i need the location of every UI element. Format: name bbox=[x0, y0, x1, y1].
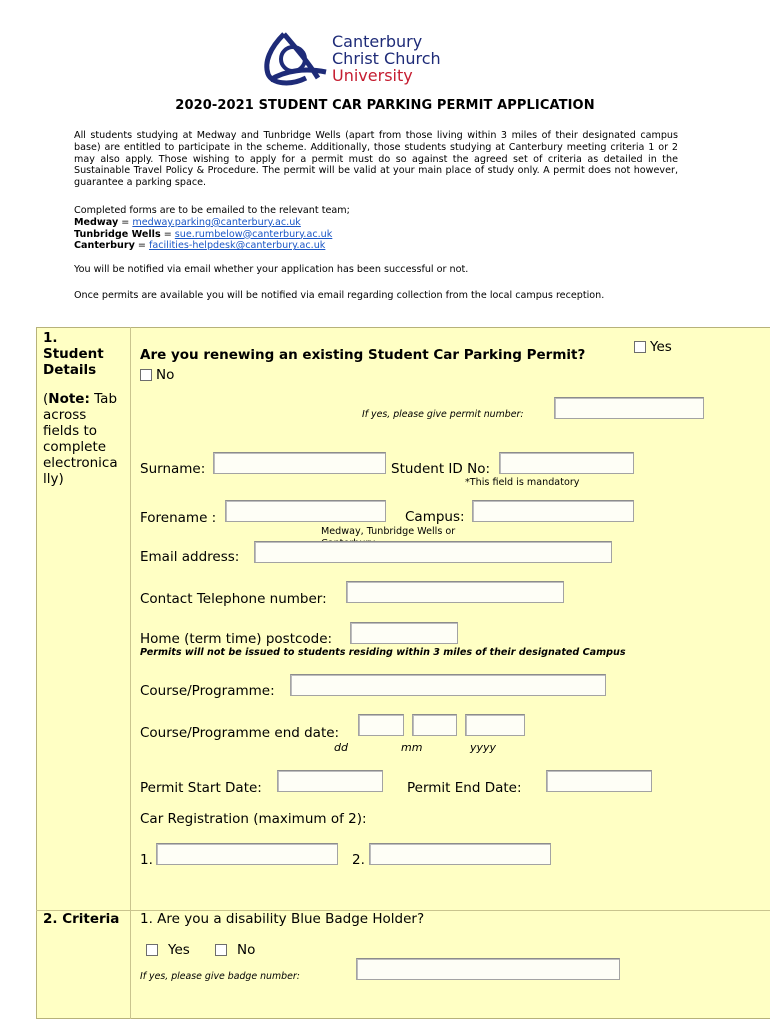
postcode-warning: Permits will not be issued to students residing within 3 miles of their designated Campus bbox=[140, 647, 626, 658]
blue-badge-question: 1. Are you a disability Blue Badge Holder? bbox=[140, 911, 425, 927]
equals: = bbox=[118, 216, 133, 228]
badge-no-label: No bbox=[237, 942, 256, 958]
badge-number-input[interactable] bbox=[356, 958, 620, 980]
permit-start-label: Permit Start Date: bbox=[140, 780, 262, 796]
postcode-input[interactable] bbox=[350, 622, 458, 644]
renew-no-option[interactable] bbox=[140, 367, 174, 383]
dd-hint: dd bbox=[334, 741, 348, 754]
badge-yes-label: Yes bbox=[168, 942, 190, 958]
section1-title-a: Student bbox=[43, 346, 104, 362]
intro-paragraph: All students studying at Medway and Tunbridge Wells (apart from those living within 3 miles of their designated campus base) are entitled to participate in the scheme. Additionally, those students studying at Canterbury meeting criteria 1 or 2 may also apply. Those wishing to apply for a permit must do so against the agreed set of criteria as detailed in the Sustainable Travel Policy & Procedure. The permit will be valid at your main place of study only. A permit does not however, guarantee a parking space. bbox=[74, 130, 678, 189]
team-emails bbox=[74, 205, 678, 252]
collection-paragraph: Once permits are available you will be notified via email regarding collection from the local campus reception. bbox=[74, 290, 605, 301]
forename-label: Forename : bbox=[140, 510, 217, 526]
email-label: Email address: bbox=[140, 549, 240, 565]
student-id-input[interactable] bbox=[499, 452, 634, 474]
campus-name: Tunbridge Wells bbox=[74, 228, 161, 240]
course-input[interactable] bbox=[290, 674, 606, 696]
course-end-day-input[interactable] bbox=[358, 714, 404, 736]
permit-end-input[interactable] bbox=[546, 770, 652, 792]
team-emails-heading: Completed forms are to be emailed to the relevant team; bbox=[74, 205, 350, 216]
renew-yes-checkbox[interactable] bbox=[634, 341, 646, 353]
badge-no-option[interactable] bbox=[215, 942, 255, 958]
telephone-label: Contact Telephone number: bbox=[140, 591, 327, 607]
course-end-month-input[interactable] bbox=[412, 714, 457, 736]
note-paren: ( bbox=[43, 391, 49, 407]
note-label: Note: bbox=[48, 391, 90, 407]
document-title: 2020-2021 STUDENT CAR PARKING PERMIT APPLICATION bbox=[175, 98, 595, 113]
campus-name: Canterbury bbox=[74, 240, 135, 252]
note-line: lly) bbox=[43, 471, 64, 487]
campus-name: Medway bbox=[74, 216, 119, 228]
team-email-canterbury bbox=[74, 240, 678, 252]
forename-input[interactable] bbox=[225, 500, 386, 522]
team-email-tunbridge bbox=[74, 229, 678, 241]
telephone-input[interactable] bbox=[346, 581, 564, 603]
permit-end-label: Permit End Date: bbox=[407, 780, 522, 796]
logo-line-2: Christ Church bbox=[332, 49, 441, 68]
car-reg-label: Car Registration (maximum of 2): bbox=[140, 811, 367, 827]
logo-wordmark bbox=[332, 33, 441, 84]
permit-number-hint: If yes, please give permit number: bbox=[362, 409, 524, 420]
section1-heading bbox=[43, 330, 104, 378]
column-divider bbox=[130, 327, 131, 1019]
canterbury-email-link[interactable]: facilities-helpdesk@canterbury.ac.uk bbox=[149, 240, 326, 252]
logo-line-1: Canterbury bbox=[332, 32, 423, 51]
campus-hint: Medway, Tunbridge Wells or bbox=[321, 526, 456, 537]
section1-number: 1. bbox=[43, 330, 58, 346]
note-line: fields to bbox=[43, 423, 98, 439]
renew-no-checkbox[interactable] bbox=[140, 369, 152, 381]
student-id-label: Student ID No: bbox=[391, 461, 491, 477]
note-line: across bbox=[43, 407, 87, 423]
surname-input[interactable] bbox=[213, 452, 386, 474]
note-text: Tab bbox=[89, 391, 118, 407]
car-reg-1-input[interactable] bbox=[156, 843, 338, 865]
renew-question: Are you renewing an existing Student Car Parking Permit? bbox=[140, 347, 586, 363]
note-line: complete bbox=[43, 439, 107, 455]
badge-no-checkbox[interactable] bbox=[215, 944, 227, 956]
equals: = bbox=[160, 228, 175, 240]
equals: = bbox=[134, 240, 149, 252]
postcode-label: Home (term time) postcode: bbox=[140, 631, 333, 647]
medway-email-link[interactable]: medway.parking@canterbury.ac.uk bbox=[132, 216, 301, 228]
campus-input[interactable] bbox=[472, 500, 634, 522]
badge-number-hint: If yes, please give badge number: bbox=[140, 971, 300, 982]
renew-yes-label: Yes bbox=[650, 339, 672, 355]
email-input[interactable] bbox=[254, 541, 612, 563]
badge-yes-checkbox[interactable] bbox=[146, 944, 158, 956]
campus-label: Campus: bbox=[405, 509, 465, 525]
permit-start-input[interactable] bbox=[277, 770, 383, 792]
team-email-medway bbox=[74, 217, 678, 229]
mandatory-note: *This field is mandatory bbox=[465, 477, 580, 488]
reg2-label: 2. bbox=[352, 852, 365, 868]
permit-number-input[interactable] bbox=[554, 397, 704, 419]
section2-heading: 2. Criteria bbox=[43, 911, 120, 927]
surname-label: Surname: bbox=[140, 461, 206, 477]
mm-hint: mm bbox=[401, 741, 423, 754]
tunbridge-email-link[interactable]: sue.rumbelow@canterbury.ac.uk bbox=[174, 228, 333, 240]
course-end-year-input[interactable] bbox=[465, 714, 525, 736]
course-end-label: Course/Programme end date: bbox=[140, 725, 340, 741]
logo-line-3: University bbox=[332, 66, 413, 85]
badge-yes-option[interactable] bbox=[146, 942, 190, 958]
note-line: electronica bbox=[43, 455, 118, 471]
reg1-label: 1. bbox=[140, 852, 153, 868]
car-reg-2-input[interactable] bbox=[369, 843, 551, 865]
section1-title-b: Details bbox=[43, 362, 97, 378]
renew-yes-option[interactable] bbox=[634, 339, 672, 355]
section1-note bbox=[43, 391, 118, 487]
notify-paragraph: You will be notified via email whether your application has been successful or not. bbox=[74, 264, 469, 275]
course-label: Course/Programme: bbox=[140, 683, 275, 699]
yyyy-hint: yyyy bbox=[470, 741, 497, 754]
renew-no-label: No bbox=[156, 367, 175, 383]
